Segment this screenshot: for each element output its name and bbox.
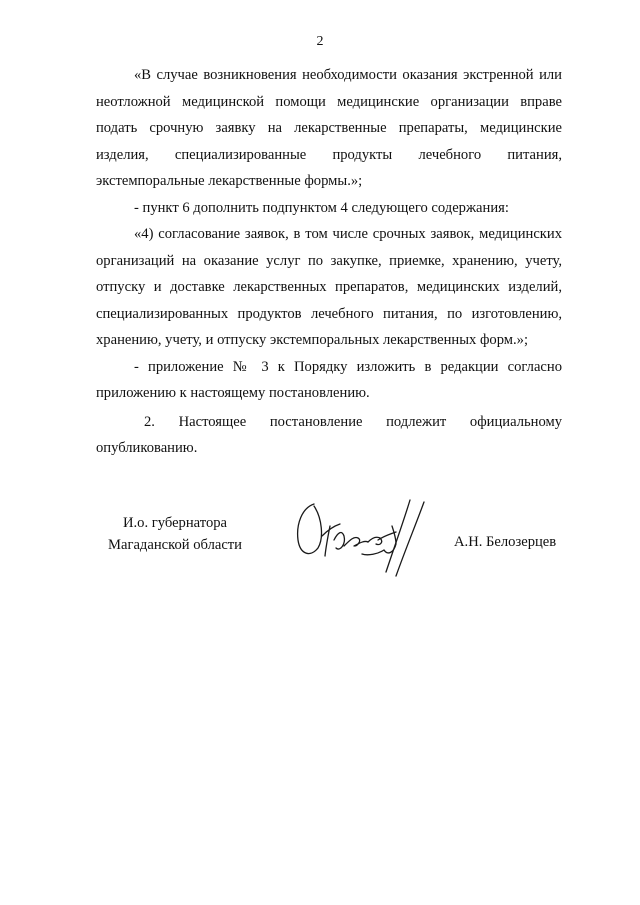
signatory-name: А.Н. Белозерцев [454, 534, 557, 550]
signatory-title-line-2: Магаданской области [108, 537, 242, 553]
paragraph-urgent-request: «В случае возникновения необходимости оказания экстренной или неотложной медицинской помощи медицинские организации вправе подать срочную заявку на лекарственные препараты, медицинские изделия, специализированные продукты лечебного питания, экстемпоральные лекарственные формы.»; [96, 67, 562, 189]
signatory-title-line-1: И.о. губернатора [122, 515, 228, 531]
document-body [96, 62, 562, 462]
page-number: 2 [316, 34, 324, 49]
paragraph-point-6: - пункт 6 дополнить подпунктом 4 следующего содержания: [134, 199, 509, 216]
signatory-title [100, 512, 250, 556]
paragraph-appendix-3: - приложение № 3 к Порядку изложить в редакции согласно приложению к настоящему постановлению. [96, 358, 562, 401]
signature-block [0, 510, 640, 610]
paragraph-publication: 2. Настоящее постановление подлежит официальному опубликованию. [96, 413, 562, 456]
paragraph-subpoint-4: «4) согласование заявок, в том числе срочных заявок, медицинских организаций на оказание услуг по закупке, приемке, хранению, учету, отпуску и доставке лекарственных препаратов, медицинских изделий, специализированных продуктов лечебного питания, по изготовлению, хранению, учету, и отпуску экстемпоральных лекарственных форм.»; [96, 226, 562, 348]
handwritten-signature [292, 496, 442, 588]
